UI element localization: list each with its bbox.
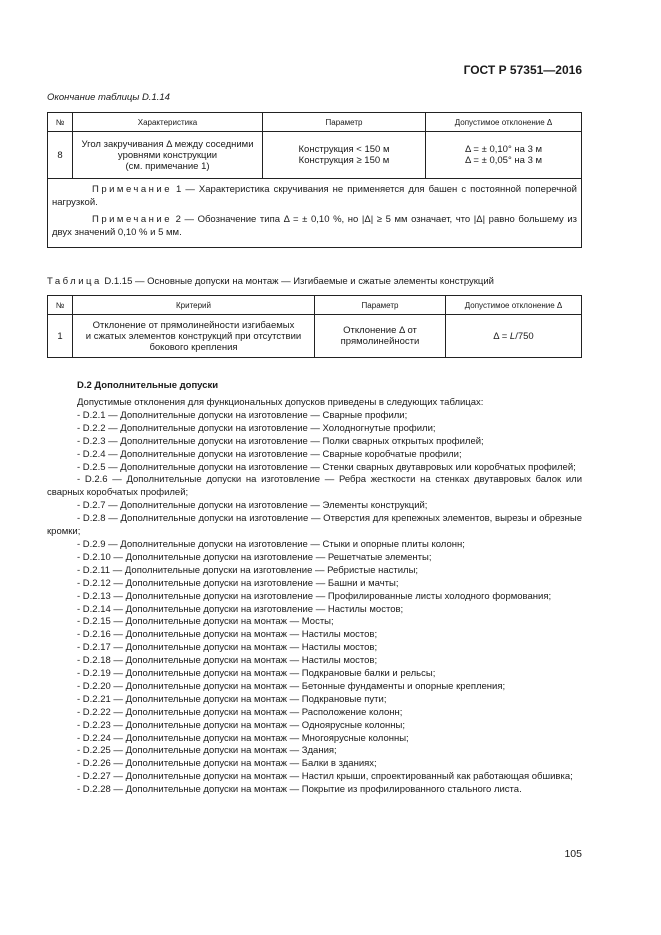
tables-list [47, 397, 582, 797]
list-item: - D.2.24 — Дополнительные допуски на монтаж — Многоярусные колонны; [77, 732, 409, 744]
table-header-row [48, 113, 582, 132]
list-item: - D.2.3 — Дополнительные допуски на изготовление — Полки сварных открытых профилей; [77, 435, 484, 447]
text-line: Отклонение Δ от [343, 325, 417, 336]
note-text: 1 — Характеристика скручивания не применяется для башен с постоянной поперечной нагрузкой. [52, 184, 577, 208]
note-1 [52, 183, 577, 209]
table-row [48, 315, 582, 358]
table-d-1-14 [47, 112, 582, 248]
notes-row [48, 179, 582, 248]
note-label: Примечание [92, 184, 172, 195]
text-line: Угол закручивания Δ между соседними [81, 138, 254, 150]
cell-criterion [73, 315, 315, 358]
cell-characteristic [73, 132, 263, 179]
section-heading: D.2 Дополнительные допуски [77, 380, 219, 391]
col-header: Допустимое отклонение Δ [426, 113, 582, 132]
text-line: Конструкция < 150 м [298, 144, 390, 155]
cell-no: 8 [48, 132, 73, 179]
list-item: - D.2.21 — Дополнительные допуски на монтаж — Подкрановые пути; [77, 693, 387, 705]
table-title-text: D.1.15 — Основные допуски на монтаж — Изгибаемые и сжатые элементы конструкций [101, 276, 494, 287]
list-item: - D.2.4 — Дополнительные допуски на изготовление — Сварные коробчатые профили; [77, 448, 462, 460]
list-item: - D.2.27 — Дополнительные допуски на монтаж — Настил крыши, спроектированный как работающая обшивка; [77, 771, 573, 783]
list-item: - D.2.9 — Дополнительные допуски на изготовление — Стыки и опорные плиты колонн; [77, 538, 465, 550]
cell-parameter [263, 132, 426, 179]
col-header: № [48, 296, 73, 315]
list-item: - D.2.17 — Дополнительные допуски на монтаж — Настилы мостов; [77, 642, 378, 654]
col-header: Характеристика [73, 113, 263, 132]
cell-deviation [446, 315, 582, 358]
list-item: Допустимые отклонения для функциональных допусков приведены в следующих таблицах: [77, 397, 484, 408]
note-label: Примечание [92, 214, 172, 225]
text: /750 [515, 330, 534, 342]
text-line: Конструкция ≥ 150 м [298, 155, 390, 166]
table-title [47, 276, 494, 287]
list-item: - D.2.11 — Дополнительные допуски на изготовление — Ребристые настилы; [77, 564, 419, 576]
list-item: - D.2.22 — Дополнительные допуски на монтаж — Расположение колонн; [77, 706, 403, 718]
table-continuation-caption: Окончание таблицы D.1.14 [47, 92, 170, 103]
list-item: - D.2.25 — Дополнительные допуски на монтаж — Здания; [77, 745, 337, 757]
list-item: - D.2.1 — Дополнительные допуски на изготовление — Сварные профили; [77, 409, 408, 421]
text: Δ = [493, 330, 510, 342]
text-line: и сжатых элементов конструкций при отсутствии [85, 330, 302, 342]
cell-deviation [426, 132, 582, 179]
list-item: - D.2.18 — Дополнительные допуски на монтаж — Настилы мостов; [77, 655, 378, 667]
list-item: - D.2.10 — Дополнительные допуски на изготовление — Решетчатые элементы; [77, 551, 432, 563]
page-number: 105 [564, 848, 582, 860]
table-label: Таблица [47, 276, 102, 287]
list-item: - D.2.23 — Дополнительные допуски на монтаж — Одноярусные колонны; [77, 719, 405, 731]
list-item: - D.2.7 — Дополнительные допуски на изготовление — Элементы конструкций; [77, 500, 428, 512]
list-item: - D.2.15 — Дополнительные допуски на монтаж — Мосты; [77, 616, 334, 628]
text-line: бокового крепления [149, 341, 238, 353]
note-text: 2 — Обозначение типа Δ = ± 0,10 %, но |Δ| ≥ 5 мм означает, что |Δ| равно большему из двух значений 0,10 % и 5 мм. [52, 214, 577, 238]
list-item: - D.2.6 — Дополнительные допуски на изготовление — Ребра жесткости на стенках двутавровых балок или сварных коробчатых профилей; [47, 474, 582, 499]
text-line: прямолинейности [340, 336, 420, 347]
list-item: - D.2.16 — Дополнительные допуски на монтаж — Настилы мостов; [77, 629, 378, 641]
notes-cell [48, 179, 582, 248]
table-header-row [48, 296, 582, 315]
list-item: - D.2.13 — Дополнительные допуски на изготовление — Профилированные листы холодного формования; [77, 590, 552, 602]
col-header: Допустимое отклонение Δ [446, 296, 582, 315]
cell-no: 1 [48, 315, 73, 358]
list-item: - D.2.8 — Дополнительные допуски на изготовление — Отверстия для крепежных элементов, вырезы и обрезные кромки; [47, 513, 582, 538]
document-header: ГОСТ Р 57351—2016 [463, 63, 582, 77]
col-header: Параметр [315, 296, 446, 315]
list-item: - D.2.5 — Дополнительные допуски на изготовление — Стенки сварных двутавровых или коробчатых профилей; [77, 461, 576, 473]
list-item: - D.2.26 — Дополнительные допуски на монтаж — Балки в зданиях; [77, 758, 377, 770]
col-header: Критерий [73, 296, 315, 315]
list-item: - D.2.20 — Дополнительные допуски на монтаж — Бетонные фундаменты и опорные крепления; [77, 680, 506, 692]
cell-parameter [315, 315, 446, 358]
table-row [48, 132, 582, 179]
col-header: № [48, 113, 73, 132]
list-item: - D.2.12 — Дополнительные допуски на изготовление — Башни и мачты; [77, 577, 399, 589]
list-item: - D.2.28 — Дополнительные допуски на монтаж — Покрытие из профилированного стального листа. [77, 784, 522, 796]
col-header: Параметр [263, 113, 426, 132]
list-item: - D.2.2 — Дополнительные допуски на изготовление — Холодногнутые профили; [77, 422, 436, 434]
table-d-1-15 [47, 295, 582, 358]
text-line: уровнями конструкции [117, 149, 218, 161]
note-2 [52, 213, 577, 239]
list-item: - D.2.14 — Дополнительные допуски на изготовление — Настилы мостов; [77, 603, 404, 615]
text-line: Δ = ± 0,05° на 3 м [464, 155, 543, 166]
text: L [509, 330, 516, 342]
list-item: - D.2.19 — Дополнительные допуски на монтаж — Подкрановые балки и рельсы; [77, 668, 436, 680]
text-line: Δ = ± 0,10° на 3 м [464, 144, 543, 155]
text-line: Отклонение от прямолинейности изгибаемых [92, 319, 295, 331]
text-line: (см. примечание 1) [125, 160, 210, 172]
